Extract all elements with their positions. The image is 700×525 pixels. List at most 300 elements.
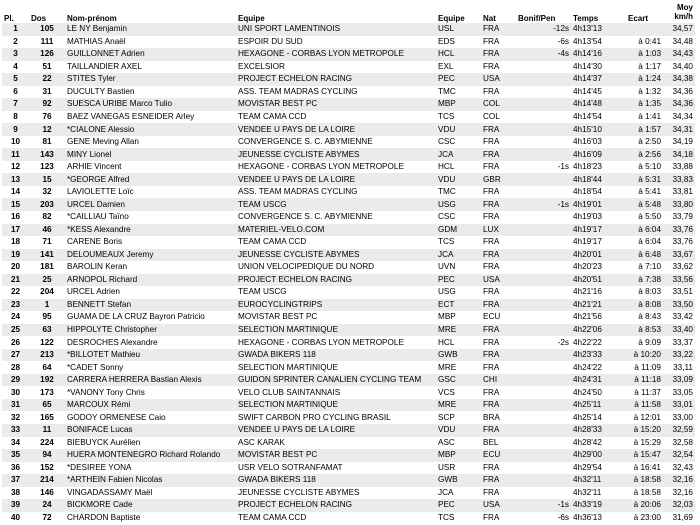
table-row	[2, 512, 695, 525]
cell-gap: à 9:09	[626, 336, 663, 349]
cell-team-code: HCL	[436, 161, 481, 174]
cell-name: BICKMORE Cade	[65, 499, 236, 512]
cell-bonif: -2s	[516, 336, 571, 349]
cell-pl: 5	[2, 73, 29, 86]
cell-avg: 34,34	[663, 111, 695, 124]
cell-time: 4h24'50	[571, 386, 626, 399]
cell-team-code: MRE	[436, 399, 481, 412]
cell-team-code: VDU	[436, 123, 481, 136]
cell-dos: 64	[29, 361, 65, 374]
cell-nat: FRA	[481, 198, 516, 211]
header-team: Equipe	[238, 14, 265, 23]
cell-pl: 28	[2, 361, 29, 374]
cell-team: MOVISTAR BEST PC	[236, 311, 436, 324]
cell-team: EUROCYCLINGTRIPS	[236, 299, 436, 312]
cell-nat: FRA	[481, 123, 516, 136]
cell-nat: FRA	[481, 487, 516, 500]
cell-time: 4h21'56	[571, 311, 626, 324]
cell-pl: 29	[2, 374, 29, 387]
cell-time: 4h14'16	[571, 48, 626, 61]
cell-nat: FRA	[481, 261, 516, 274]
cell-time: 4h14'30	[571, 61, 626, 74]
cell-dos: 32	[29, 186, 65, 199]
table-row	[2, 399, 695, 412]
cell-bonif	[516, 236, 571, 249]
cell-name: BAROLIN Keran	[65, 261, 236, 274]
cell-nat: BRA	[481, 411, 516, 424]
cell-dos: 65	[29, 399, 65, 412]
cell-team-code: MBP	[436, 311, 481, 324]
cell-gap: à 15:29	[626, 437, 663, 450]
cell-dos: 123	[29, 161, 65, 174]
cell-gap: à 1:17	[626, 61, 663, 74]
cell-avg: 33,42	[663, 311, 695, 324]
cell-avg: 33,80	[663, 198, 695, 211]
cell-avg: 33,62	[663, 261, 695, 274]
cell-avg: 33,01	[663, 399, 695, 412]
cell-team-code: JCA	[436, 148, 481, 161]
cell-dos: 63	[29, 324, 65, 337]
cell-name: TAILLANDIER AXEL	[65, 61, 236, 74]
cell-bonif	[516, 186, 571, 199]
cell-team: MOVISTAR BEST PC	[236, 98, 436, 111]
header-avg-label: Moy	[677, 3, 693, 12]
cell-bonif	[516, 73, 571, 86]
cell-time: 4h32'11	[571, 474, 626, 487]
cell-nat: COL	[481, 111, 516, 124]
cell-pl: 26	[2, 336, 29, 349]
cell-bonif	[516, 224, 571, 237]
cell-gap: à 16:41	[626, 462, 663, 475]
cell-avg: 34,31	[663, 123, 695, 136]
cell-avg: 33,51	[663, 286, 695, 299]
cell-name: *CADET Sonny	[65, 361, 236, 374]
cell-name: DUCULTY Bastien	[65, 86, 236, 99]
cell-avg: 32,54	[663, 449, 695, 462]
cell-bonif	[516, 249, 571, 262]
cell-team-code: PEC	[436, 274, 481, 287]
header-pl: Pl.	[4, 14, 14, 23]
table-row	[2, 386, 695, 399]
table-row	[2, 211, 695, 224]
cell-name: HUERA MONTENEGRO Richard Rolando	[65, 449, 236, 462]
cell-team: TEAM CAMA CCD	[236, 236, 436, 249]
cell-gap: à 7:10	[626, 261, 663, 274]
cell-time: 4h28'33	[571, 424, 626, 437]
cell-bonif: -1s	[516, 499, 571, 512]
cell-team: VENDEE U PAYS DE LA LOIRE	[236, 424, 436, 437]
cell-time: 4h20'23	[571, 261, 626, 274]
header-dos: Dos	[31, 14, 47, 23]
cell-dos: 15	[29, 173, 65, 186]
cell-bonif	[516, 462, 571, 475]
cell-time: 4h14'48	[571, 98, 626, 111]
table-row	[2, 462, 695, 475]
cell-time: 4h16'03	[571, 136, 626, 149]
cell-dos: 152	[29, 462, 65, 475]
table-row	[2, 98, 695, 111]
cell-time: 4h19'17	[571, 224, 626, 237]
cell-name: LAVIOLETTE Loïc	[65, 186, 236, 199]
cell-pl: 2	[2, 36, 29, 49]
cell-bonif: -6s	[516, 512, 571, 525]
cell-avg: 34,43	[663, 48, 695, 61]
header-gap: Ecart	[628, 14, 649, 23]
cell-team: VENDEE U PAYS DE LA LOIRE	[236, 123, 436, 136]
cell-nat: FRA	[481, 86, 516, 99]
cell-avg: 33,11	[663, 361, 695, 374]
cell-dos: 214	[29, 474, 65, 487]
cell-avg: 34,40	[663, 61, 695, 74]
cell-team: ESPOIR DU SUD	[236, 36, 436, 49]
cell-name: BIEBUYCK Aurélien	[65, 437, 236, 450]
cell-pl: 34	[2, 437, 29, 450]
cell-nat: FRA	[481, 512, 516, 525]
cell-gap: à 1:35	[626, 98, 663, 111]
table-row	[2, 411, 695, 424]
cell-time: 4h32'11	[571, 487, 626, 500]
cell-avg: 34,48	[663, 36, 695, 49]
cell-time: 4h33'19	[571, 499, 626, 512]
table-row	[2, 311, 695, 324]
cell-gap	[626, 23, 663, 36]
cell-name: DESROCHES Alexandre	[65, 336, 236, 349]
cell-time: 4h24'22	[571, 361, 626, 374]
cell-bonif	[516, 136, 571, 149]
cell-dos: 213	[29, 349, 65, 362]
cell-team-code: ECT	[436, 299, 481, 312]
cell-time: 4h15'10	[571, 123, 626, 136]
cell-bonif	[516, 274, 571, 287]
cell-team: SELECTION MARTINIQUE	[236, 361, 436, 374]
cell-pl: 17	[2, 224, 29, 237]
cell-time: 4h13'54	[571, 36, 626, 49]
cell-gap: à 11:18	[626, 374, 663, 387]
cell-team-code: CSC	[436, 211, 481, 224]
cell-nat: USA	[481, 499, 516, 512]
cell-time: 4h14'54	[571, 111, 626, 124]
cell-name: GUILLONNET Adrien	[65, 48, 236, 61]
results-table	[2, 0, 695, 524]
cell-name: LE NY Benjamin	[65, 23, 236, 36]
cell-dos: 82	[29, 211, 65, 224]
cell-avg: 34,38	[663, 73, 695, 86]
cell-bonif: -6s	[516, 36, 571, 49]
cell-bonif	[516, 61, 571, 74]
cell-pl: 9	[2, 123, 29, 136]
cell-time: 4h13'13	[571, 23, 626, 36]
cell-team-code: UVN	[436, 261, 481, 274]
table-row	[2, 349, 695, 362]
cell-team: ASC KARAK	[236, 437, 436, 450]
cell-team-code: ASC	[436, 437, 481, 450]
cell-avg: 32,59	[663, 424, 695, 437]
cell-nat: FRA	[481, 336, 516, 349]
cell-dos: 12	[29, 123, 65, 136]
cell-team-code: GWB	[436, 474, 481, 487]
cell-pl: 11	[2, 148, 29, 161]
cell-name: *BILLOTET Mathieu	[65, 349, 236, 362]
cell-nat: FRA	[481, 236, 516, 249]
cell-team: HEXAGONE - CORBAS LYON METROPOLE	[236, 161, 436, 174]
cell-bonif	[516, 98, 571, 111]
cell-team-code: TMC	[436, 186, 481, 199]
cell-team: PROJECT ECHELON RACING	[236, 274, 436, 287]
cell-nat: GBR	[481, 173, 516, 186]
cell-dos: 92	[29, 98, 65, 111]
cell-pl: 20	[2, 261, 29, 274]
cell-team-code: MBP	[436, 98, 481, 111]
table-row	[2, 148, 695, 161]
cell-gap: à 20:06	[626, 499, 663, 512]
cell-team: JEUNESSE CYCLISTE ABYMES	[236, 487, 436, 500]
cell-avg: 34,18	[663, 148, 695, 161]
cell-avg: 33,67	[663, 249, 695, 262]
cell-team-code: TCS	[436, 236, 481, 249]
table-row	[2, 499, 695, 512]
cell-dos: 94	[29, 449, 65, 462]
cell-bonif: -1s	[516, 198, 571, 211]
cell-gap: à 11:58	[626, 399, 663, 412]
cell-time: 4h19'01	[571, 198, 626, 211]
cell-avg: 33,00	[663, 411, 695, 424]
cell-dos: 1	[29, 299, 65, 312]
table-row	[2, 487, 695, 500]
cell-time: 4h16'09	[571, 148, 626, 161]
cell-team: SELECTION MARTINIQUE	[236, 324, 436, 337]
cell-name: MATHIAS Anaël	[65, 36, 236, 49]
cell-pl: 25	[2, 324, 29, 337]
table-row	[2, 449, 695, 462]
cell-time: 4h36'13	[571, 512, 626, 525]
cell-team: USR VELO SOTRANFAMAT	[236, 462, 436, 475]
cell-name: STITES Tyler	[65, 73, 236, 86]
cell-bonif	[516, 324, 571, 337]
cell-gap: à 5:41	[626, 186, 663, 199]
cell-dos: 76	[29, 111, 65, 124]
cell-time: 4h18'44	[571, 173, 626, 186]
cell-dos: 173	[29, 386, 65, 399]
cell-team: EXCELSIOR	[236, 61, 436, 74]
cell-name: CARRERA HERRERA Bastian Alexis	[65, 374, 236, 387]
cell-gap: à 8:53	[626, 324, 663, 337]
cell-bonif: -12s	[516, 23, 571, 36]
cell-time: 4h20'51	[571, 274, 626, 287]
cell-dos: 141	[29, 249, 65, 262]
cell-team-code: GSC	[436, 374, 481, 387]
cell-gap: à 1:32	[626, 86, 663, 99]
cell-team: GWADA BIKERS 118	[236, 474, 436, 487]
cell-avg: 33,40	[663, 324, 695, 337]
cell-nat: FRA	[481, 249, 516, 262]
cell-avg: 33,76	[663, 224, 695, 237]
cell-pl: 31	[2, 399, 29, 412]
cell-dos: 31	[29, 86, 65, 99]
cell-name: VINGADASSAMY Maël	[65, 487, 236, 500]
cell-gap: à 6:04	[626, 236, 663, 249]
cell-dos: 203	[29, 198, 65, 211]
cell-nat: FRA	[481, 48, 516, 61]
cell-bonif	[516, 474, 571, 487]
cell-nat: FRA	[481, 23, 516, 36]
cell-team-code: VDU	[436, 173, 481, 186]
cell-gap: à 5:10	[626, 161, 663, 174]
cell-avg: 34,36	[663, 98, 695, 111]
cell-team: JEUNESSE CYCLISTE ABYMES	[236, 249, 436, 262]
cell-bonif	[516, 386, 571, 399]
cell-bonif	[516, 148, 571, 161]
cell-name: MARCOUX Rémi	[65, 399, 236, 412]
table-row	[2, 361, 695, 374]
table-row	[2, 336, 695, 349]
cell-nat: LUX	[481, 224, 516, 237]
cell-team: GWADA BIKERS 118	[236, 349, 436, 362]
cell-nat: FRA	[481, 61, 516, 74]
cell-team: TEAM CAMA CCD	[236, 512, 436, 525]
cell-pl: 18	[2, 236, 29, 249]
cell-dos: 143	[29, 148, 65, 161]
cell-bonif	[516, 349, 571, 362]
cell-time: 4h22'22	[571, 336, 626, 349]
cell-nat: FRA	[481, 161, 516, 174]
cell-gap: à 1:03	[626, 48, 663, 61]
cell-team: PROJECT ECHELON RACING	[236, 499, 436, 512]
table-row	[2, 324, 695, 337]
cell-nat: FRA	[481, 148, 516, 161]
cell-team-code: TMC	[436, 86, 481, 99]
cell-team-code: GDM	[436, 224, 481, 237]
cell-gap: à 15:47	[626, 449, 663, 462]
cell-pl: 33	[2, 424, 29, 437]
cell-time: 4h20'01	[571, 249, 626, 262]
table-row	[2, 224, 695, 237]
cell-team: TEAM USCG	[236, 198, 436, 211]
cell-name: GUAMA DE LA CRUZ Bayron Patricio	[65, 311, 236, 324]
cell-name: *VANONY Tony Chris	[65, 386, 236, 399]
cell-dos: 11	[29, 424, 65, 437]
cell-bonif	[516, 111, 571, 124]
cell-pl: 21	[2, 274, 29, 287]
cell-pl: 35	[2, 449, 29, 462]
cell-dos: 71	[29, 236, 65, 249]
cell-time: 4h19'17	[571, 236, 626, 249]
cell-avg: 33,22	[663, 349, 695, 362]
cell-gap: à 18:58	[626, 487, 663, 500]
cell-time: 4h14'45	[571, 86, 626, 99]
cell-dos: 46	[29, 224, 65, 237]
cell-bonif	[516, 437, 571, 450]
cell-team: CONVERGENCE S. C. ABYMIENNE	[236, 211, 436, 224]
cell-dos: 126	[29, 48, 65, 61]
cell-team-code: VCS	[436, 386, 481, 399]
cell-team-code: EXL	[436, 61, 481, 74]
header-avg-unit: km/h	[674, 12, 693, 21]
cell-name: *ARTHEIN Fabien Nicolas	[65, 474, 236, 487]
cell-gap: à 8:43	[626, 311, 663, 324]
cell-name: GENE Meving Allan	[65, 136, 236, 149]
cell-dos: 51	[29, 61, 65, 74]
results-body	[2, 23, 695, 524]
cell-avg: 34,36	[663, 86, 695, 99]
cell-bonif	[516, 399, 571, 412]
cell-dos: 105	[29, 23, 65, 36]
cell-team: ASS. TEAM MADRAS CYCLING	[236, 186, 436, 199]
cell-gap: à 6:48	[626, 249, 663, 262]
cell-team-code: HCL	[436, 48, 481, 61]
cell-name: CARENE Boris	[65, 236, 236, 249]
cell-team: CONVERGENCE S. C. ABYMIENNE	[236, 136, 436, 149]
table-row	[2, 86, 695, 99]
cell-team: UNI SPORT LAMENTINOIS	[236, 23, 436, 36]
cell-pl: 39	[2, 499, 29, 512]
cell-dos: 72	[29, 512, 65, 525]
cell-pl: 4	[2, 61, 29, 74]
cell-time: 4h28'42	[571, 437, 626, 450]
cell-nat: FRA	[481, 36, 516, 49]
cell-time: 4h19'03	[571, 211, 626, 224]
cell-pl: 16	[2, 211, 29, 224]
cell-nat: USA	[481, 274, 516, 287]
cell-avg: 31,69	[663, 512, 695, 525]
cell-gap: à 5:50	[626, 211, 663, 224]
cell-bonif	[516, 449, 571, 462]
cell-bonif	[516, 86, 571, 99]
cell-dos: 81	[29, 136, 65, 149]
cell-bonif	[516, 374, 571, 387]
cell-team: SELECTION MARTINIQUE	[236, 399, 436, 412]
cell-bonif: -1s	[516, 161, 571, 174]
cell-nat: FRA	[481, 462, 516, 475]
cell-name: MINY Lionel	[65, 148, 236, 161]
cell-team-code: TCS	[436, 512, 481, 525]
table-row	[2, 173, 695, 186]
cell-team: MOVISTAR BEST PC	[236, 449, 436, 462]
cell-dos: 224	[29, 437, 65, 450]
table-row	[2, 249, 695, 262]
cell-gap: à 11:09	[626, 361, 663, 374]
table-row	[2, 299, 695, 312]
cell-team-code: EDS	[436, 36, 481, 49]
cell-bonif	[516, 361, 571, 374]
cell-nat: FRA	[481, 286, 516, 299]
table-row	[2, 48, 695, 61]
cell-name: CHARDON Baptiste	[65, 512, 236, 525]
cell-gap: à 23:00	[626, 512, 663, 525]
cell-team: HEXAGONE - CORBAS LYON METROPOLE	[236, 336, 436, 349]
cell-team-code: USG	[436, 286, 481, 299]
cell-bonif	[516, 211, 571, 224]
cell-name: ARNOPOL Richard	[65, 274, 236, 287]
cell-avg: 33,81	[663, 186, 695, 199]
cell-gap: à 1:24	[626, 73, 663, 86]
cell-bonif	[516, 487, 571, 500]
cell-name: SUESCA URIBE Marco Tulio	[65, 98, 236, 111]
cell-avg: 33,09	[663, 374, 695, 387]
cell-team: HEXAGONE - CORBAS LYON METROPOLE	[236, 48, 436, 61]
cell-bonif	[516, 411, 571, 424]
cell-time: 4h21'21	[571, 299, 626, 312]
cell-pl: 38	[2, 487, 29, 500]
cell-nat: FRA	[481, 424, 516, 437]
table-row	[2, 23, 695, 36]
cell-team-code: MRE	[436, 361, 481, 374]
cell-dos: 25	[29, 274, 65, 287]
cell-team-code: CSC	[436, 136, 481, 149]
cell-gap: à 5:48	[626, 198, 663, 211]
cell-nat: FRA	[481, 299, 516, 312]
cell-dos: 122	[29, 336, 65, 349]
cell-team-code: JCA	[436, 249, 481, 262]
